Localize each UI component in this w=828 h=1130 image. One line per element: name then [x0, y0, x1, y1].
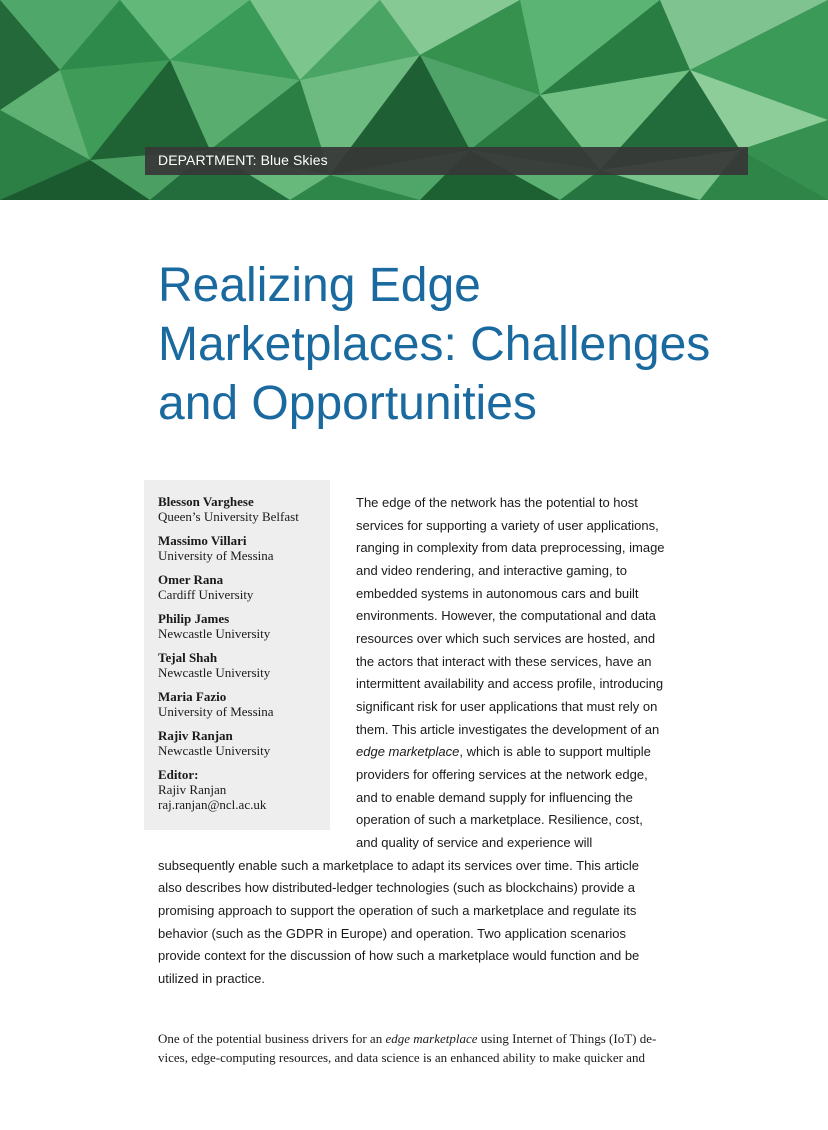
abstract-line: utilized in practice.: [158, 971, 265, 986]
abstract-line: intermittent availability and access profile, introducing: [356, 676, 664, 691]
author-name: Blesson Varghese: [158, 494, 254, 509]
author-name: Maria Fazio: [158, 689, 227, 704]
abstract-line: behavior (such as the GDPR in Europe) and operation. Two application scenarios: [158, 926, 627, 941]
body-line: [158, 1029, 658, 1048]
abstract-line: promising approach to support the operation of such a marketplace and regulate its: [158, 903, 637, 918]
author-name: Rajiv Ranjan: [158, 728, 233, 743]
editor-name: Rajiv Ranjan: [158, 782, 227, 797]
author-name: Massimo Villari: [158, 533, 247, 548]
abstract-line: The edge of the network has the potential to host: [356, 495, 638, 510]
author-affiliation: Queen’s University Belfast: [158, 509, 299, 524]
author-affiliation: Newcastle University: [158, 743, 271, 758]
title-line: and Opportunities: [158, 377, 537, 430]
abstract-line: ranging in complexity from data preprocessing, image: [356, 540, 665, 555]
author-affiliation: University of Messina: [158, 548, 274, 563]
abstract-line: and video rendering, and interactive gaming, to: [356, 563, 628, 578]
department-label: DEPARTMENT: Blue Skies: [158, 152, 328, 168]
author-affiliation: Newcastle University: [158, 626, 271, 641]
abstract-line: significant risk for user applications that must rely on: [356, 699, 658, 714]
abstract-line-text: , which is able to support multiple: [459, 744, 651, 759]
author-affiliation: Newcastle University: [158, 665, 271, 680]
editor-label: Editor:: [158, 767, 199, 782]
title-line: Marketplaces: Challenges: [158, 318, 711, 371]
abstract-line: the actors that interact with these services, have an: [356, 654, 652, 669]
abstract-line: services for supporting a variety of user applications,: [356, 518, 659, 533]
author-name: Omer Rana: [158, 572, 224, 587]
abstract-line: them. This article investigates the development of an: [356, 722, 660, 737]
abstract-line: [356, 744, 651, 759]
author-affiliation: University of Messina: [158, 704, 274, 719]
editor-email[interactable]: raj.ranjan@ncl.ac.uk: [158, 797, 267, 812]
abstract-line: also describes how distributed-ledger technologies (such as blockchains) provide a: [158, 880, 635, 895]
author-name: Philip James: [158, 611, 230, 626]
abstract-line: embedded systems in autonomous cars and built: [356, 586, 639, 601]
abstract-emphasis: edge marketplace: [356, 744, 460, 759]
body-paragraph: [158, 1029, 658, 1067]
abstract-line: environments. However, the computational and data: [356, 608, 656, 623]
title-line: Realizing Edge: [158, 259, 481, 312]
abstract-line: providers for offering services at the network edge,: [356, 767, 648, 782]
abstract-line: provide context for the discussion of how such a marketplace would function and be: [158, 948, 640, 963]
abstract-line: resources over which such services are hosted, and: [356, 631, 656, 646]
abstract-line: operation of such a marketplace. Resilience, cost,: [356, 812, 643, 827]
author-name: Tejal Shah: [158, 650, 218, 665]
abstract-line: and to enable demand supply for influencing the: [356, 790, 633, 805]
body-emphasis: edge marketplace: [385, 1031, 478, 1046]
body-text: One of the potential business drivers for an: [158, 1031, 386, 1046]
body-text: using Internet of Things (IoT) de-: [477, 1031, 657, 1046]
abstract-line: and quality of service and experience will: [356, 835, 593, 850]
abstract-line: subsequently enable such a marketplace to adapt its services over time. This article: [158, 858, 639, 873]
author-affiliation: Cardiff University: [158, 587, 254, 602]
body-line: vices, edge-computing resources, and data science is an enhanced ability to make quicker and: [158, 1050, 645, 1065]
